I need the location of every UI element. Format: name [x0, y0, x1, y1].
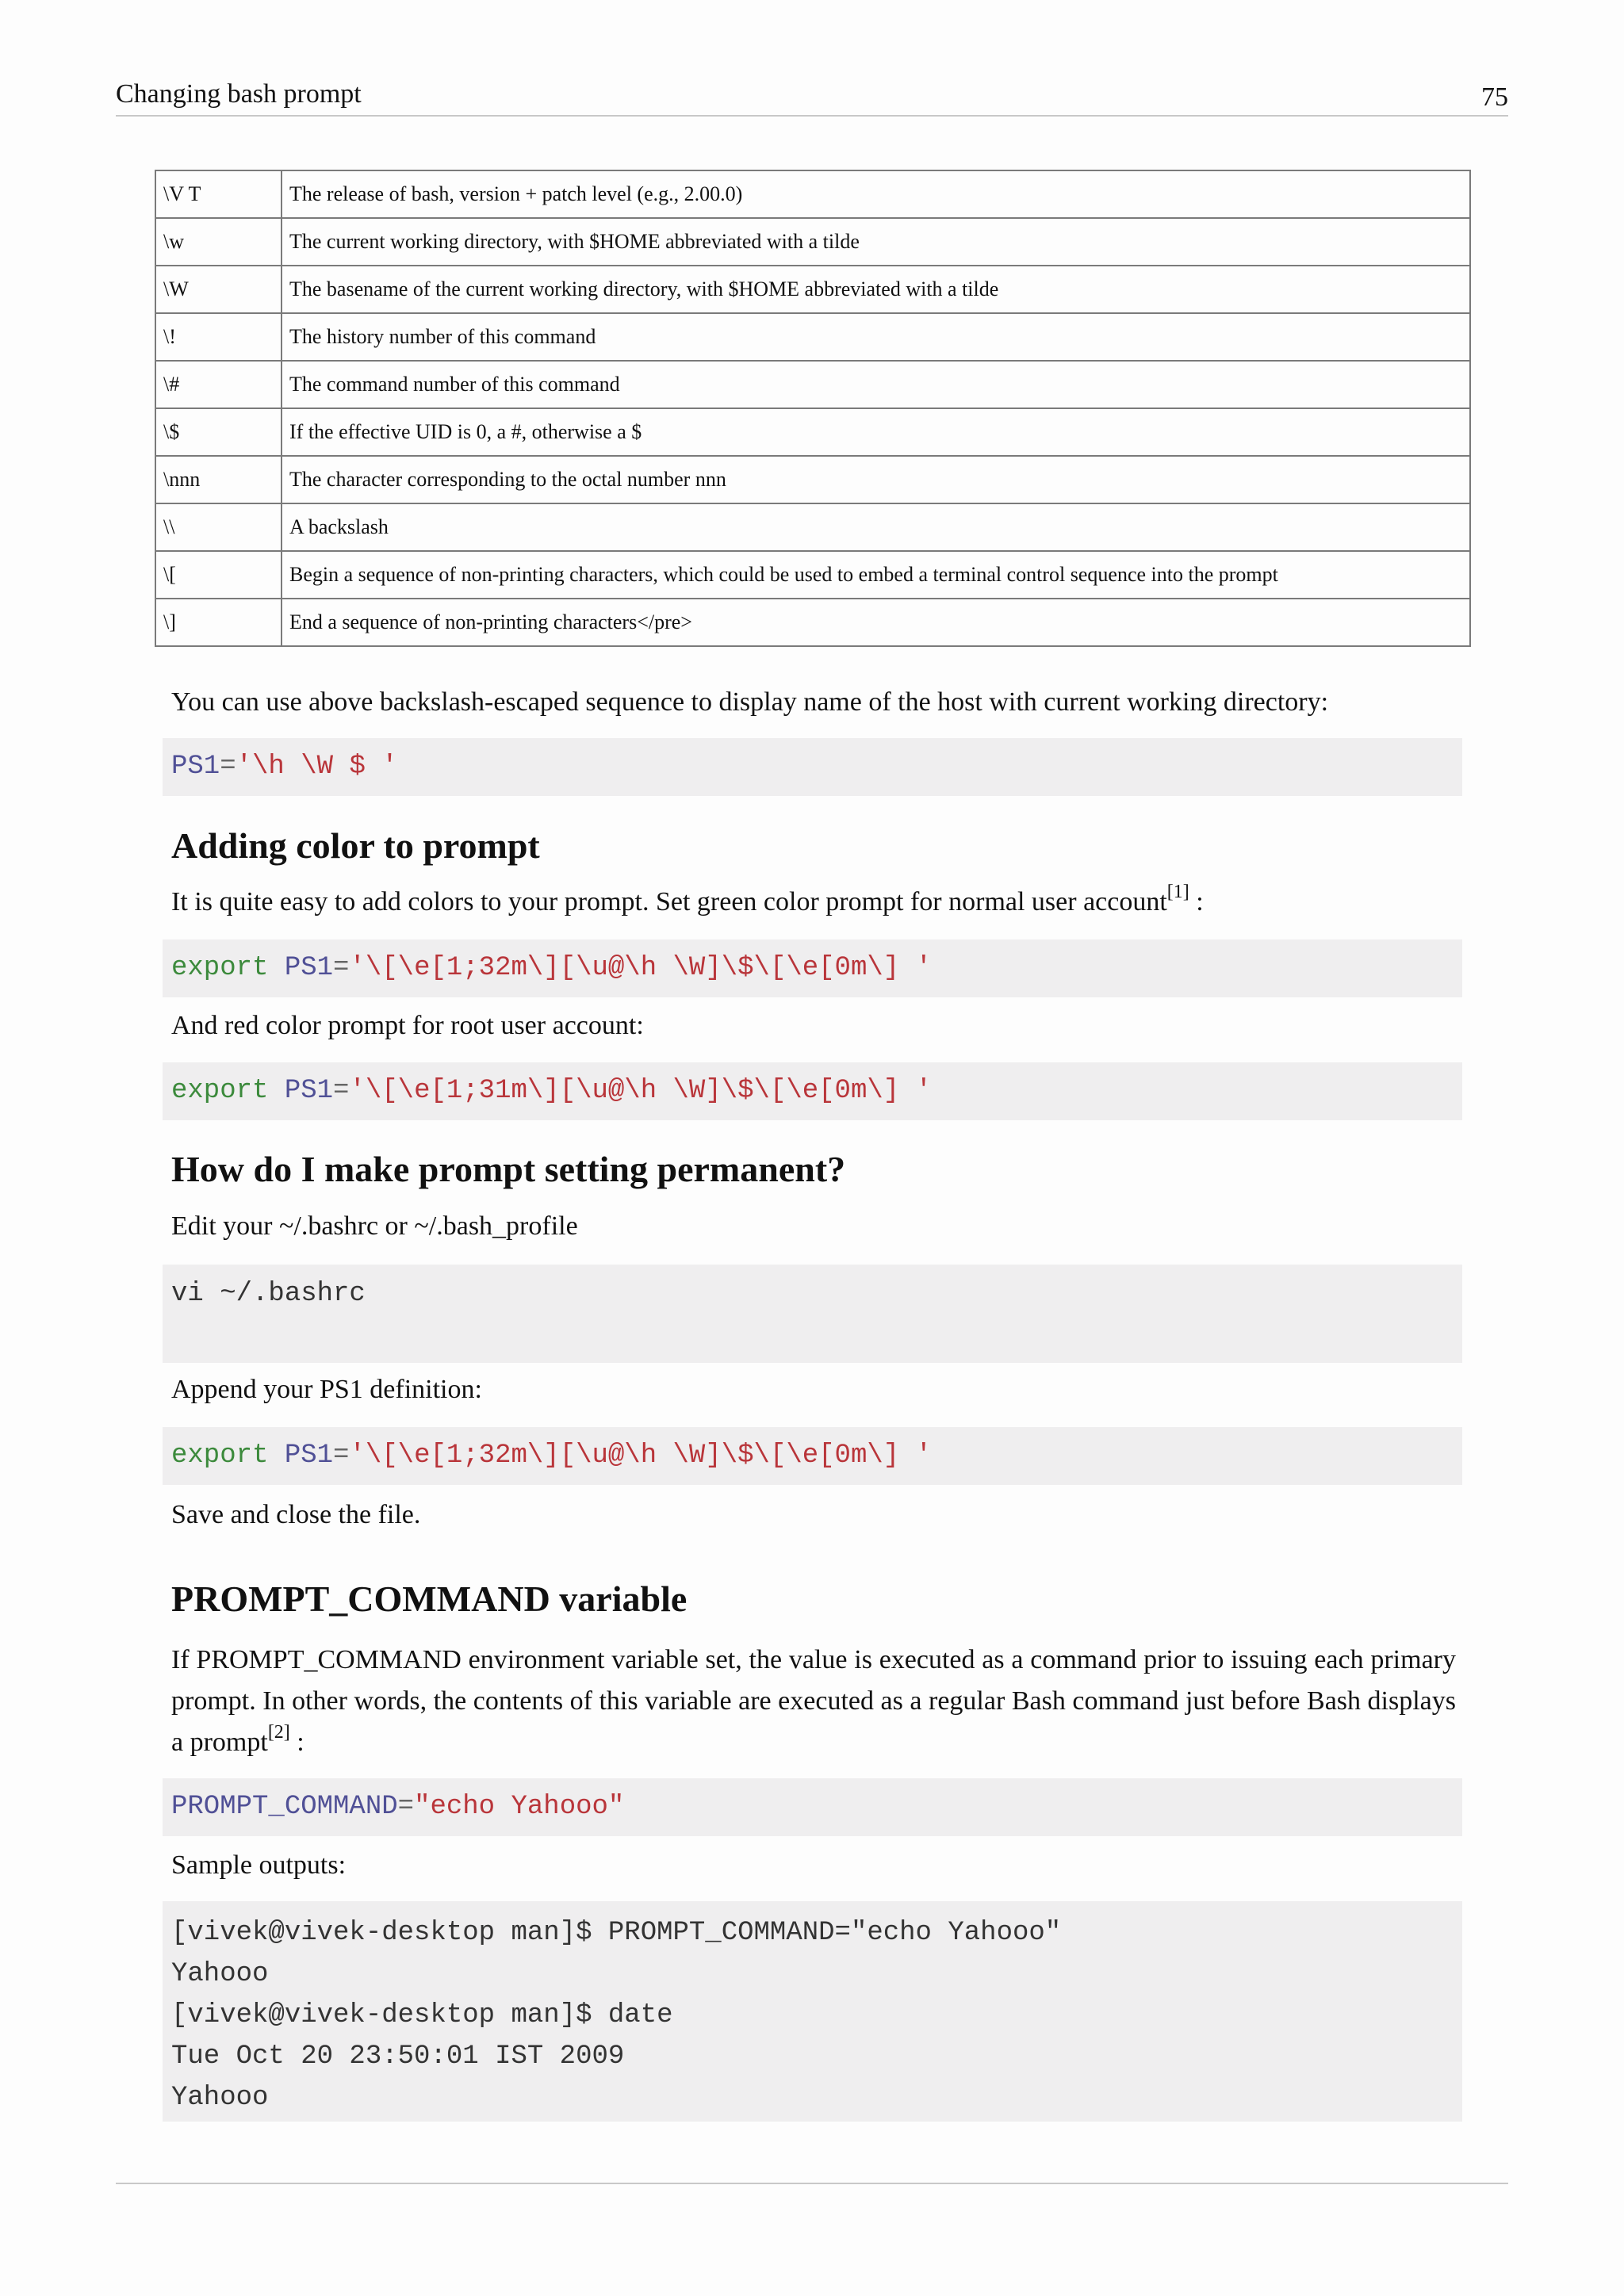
- code-string: "echo Yahooo": [414, 1792, 625, 1822]
- code-block-prompt-command: [163, 1778, 1462, 1836]
- heading-adding-color: Adding color to prompt: [171, 825, 540, 866]
- escape-code: \nnn: [155, 456, 282, 503]
- code-block-red-prompt: [163, 1062, 1462, 1120]
- escape-description: Begin a sequence of non-printing characters, which could be used to embed a terminal control sequence into the prompt: [282, 551, 1470, 599]
- color-intro-text: It is quite easy to add colors to your prompt. Set green color prompt for normal user account: [171, 887, 1167, 916]
- escape-code: \[: [155, 551, 282, 599]
- table-row: [155, 456, 1470, 503]
- code-variable: PS1: [284, 953, 334, 983]
- code-string: '\h \W $ ': [236, 752, 398, 782]
- table-row: [155, 361, 1470, 408]
- heading-prompt-command: PROMPT_COMMAND variable: [171, 1578, 688, 1619]
- code-operator: =: [333, 1076, 350, 1106]
- append-paragraph: Append your PS1 definition:: [171, 1375, 482, 1404]
- escape-code: \V T: [155, 170, 282, 218]
- escape-description: The release of bash, version + patch level (e.g., 2.00.0): [282, 170, 1470, 218]
- code-keyword: export: [171, 1076, 269, 1106]
- table-row: [155, 599, 1470, 646]
- escape-description: The history number of this command: [282, 313, 1470, 361]
- footnote-ref-2[interactable]: [2]: [267, 1721, 290, 1743]
- escape-description: The current working directory, with $HOME abbreviated with a tilde: [282, 218, 1470, 266]
- code-block-ps1-host: [163, 738, 1462, 796]
- code-operator: =: [220, 752, 236, 782]
- page-number: 75: [1481, 82, 1508, 112]
- intro-paragraph: You can use above backslash-escaped sequence to display name of the host with current working directory:: [171, 687, 1329, 717]
- running-header-title: Changing bash prompt: [116, 79, 362, 109]
- prompt-command-text: If PROMPT_COMMAND environment variable set, the value is executed as a command prior to issuing each primary prompt. In other words, the contents of this variable are executed as a regular Bash command just before Bash displays a prompt: [171, 1645, 1456, 1757]
- code-block-green-prompt: [163, 939, 1462, 997]
- escape-description: The basename of the current working directory, with $HOME abbreviated with a tilde: [282, 266, 1470, 313]
- footer-rule: [116, 2183, 1508, 2184]
- escape-code: \!: [155, 313, 282, 361]
- table-row: [155, 313, 1470, 361]
- footnote-ref-1[interactable]: [1]: [1166, 881, 1189, 902]
- code-operator: =: [397, 1792, 415, 1822]
- code-string: '\[\e[1;32m\][\u@\h \W]\$\[\e[0m\] ': [349, 953, 932, 983]
- code-operator: =: [333, 1441, 350, 1471]
- code-operator: =: [333, 953, 350, 983]
- escape-code: \W: [155, 266, 282, 313]
- table-row: [155, 170, 1470, 218]
- save-close-paragraph: Save and close the file.: [171, 1500, 421, 1529]
- code-keyword: export: [171, 1441, 269, 1471]
- code-block-vi: vi ~/.bashrc: [163, 1265, 1462, 1363]
- escape-code: \\: [155, 503, 282, 551]
- escape-code: \#: [155, 361, 282, 408]
- table-row: [155, 218, 1470, 266]
- escape-description: The command number of this command: [282, 361, 1470, 408]
- header-rule: [116, 115, 1508, 117]
- color-intro-paragraph: [171, 882, 1456, 923]
- code-string: '\[\e[1;31m\][\u@\h \W]\$\[\e[0m\] ': [349, 1076, 932, 1106]
- escape-description: A backslash: [282, 503, 1470, 551]
- code-string: '\[\e[1;32m\][\u@\h \W]\$\[\e[0m\] ': [349, 1441, 932, 1471]
- table-row: [155, 408, 1470, 456]
- color-intro-tail: :: [1189, 887, 1204, 916]
- table-row: [155, 551, 1470, 599]
- code-variable: PS1: [284, 1076, 334, 1106]
- sample-outputs-label: Sample outputs:: [171, 1850, 347, 1880]
- code-variable: PROMPT_COMMAND: [171, 1792, 398, 1822]
- escape-sequence-table: [155, 170, 1471, 647]
- prompt-command-tail: :: [289, 1728, 304, 1757]
- heading-permanent: How do I make prompt setting permanent?: [171, 1149, 846, 1189]
- escape-description: The character corresponding to the octal number nnn: [282, 456, 1470, 503]
- code-block-ps1-definition: [163, 1427, 1462, 1485]
- table-row: [155, 503, 1470, 551]
- edit-bashrc-paragraph: Edit your ~/.bashrc or ~/.bash_profile: [171, 1211, 578, 1241]
- code-variable: PS1: [284, 1441, 334, 1471]
- escape-code: \w: [155, 218, 282, 266]
- escape-code: \$: [155, 408, 282, 456]
- prompt-command-paragraph: [171, 1640, 1456, 1763]
- red-prompt-paragraph: And red color prompt for root user account:: [171, 1011, 644, 1040]
- code-keyword: export: [171, 953, 269, 983]
- escape-code: \]: [155, 599, 282, 646]
- escape-description: End a sequence of non-printing characters</pre>: [282, 599, 1470, 646]
- code-variable: PS1: [171, 752, 220, 782]
- table-row: [155, 266, 1470, 313]
- escape-description: If the effective UID is 0, a #, otherwise a $: [282, 408, 1470, 456]
- code-block-sample-output: [vivek@vivek-desktop man]$ PROMPT_COMMAND="echo Yahooo" Yahooo [vivek@vivek-desktop man]$ date Tue Oct 20 23:50:01 IST 2009 Yahooo: [163, 1901, 1462, 2122]
